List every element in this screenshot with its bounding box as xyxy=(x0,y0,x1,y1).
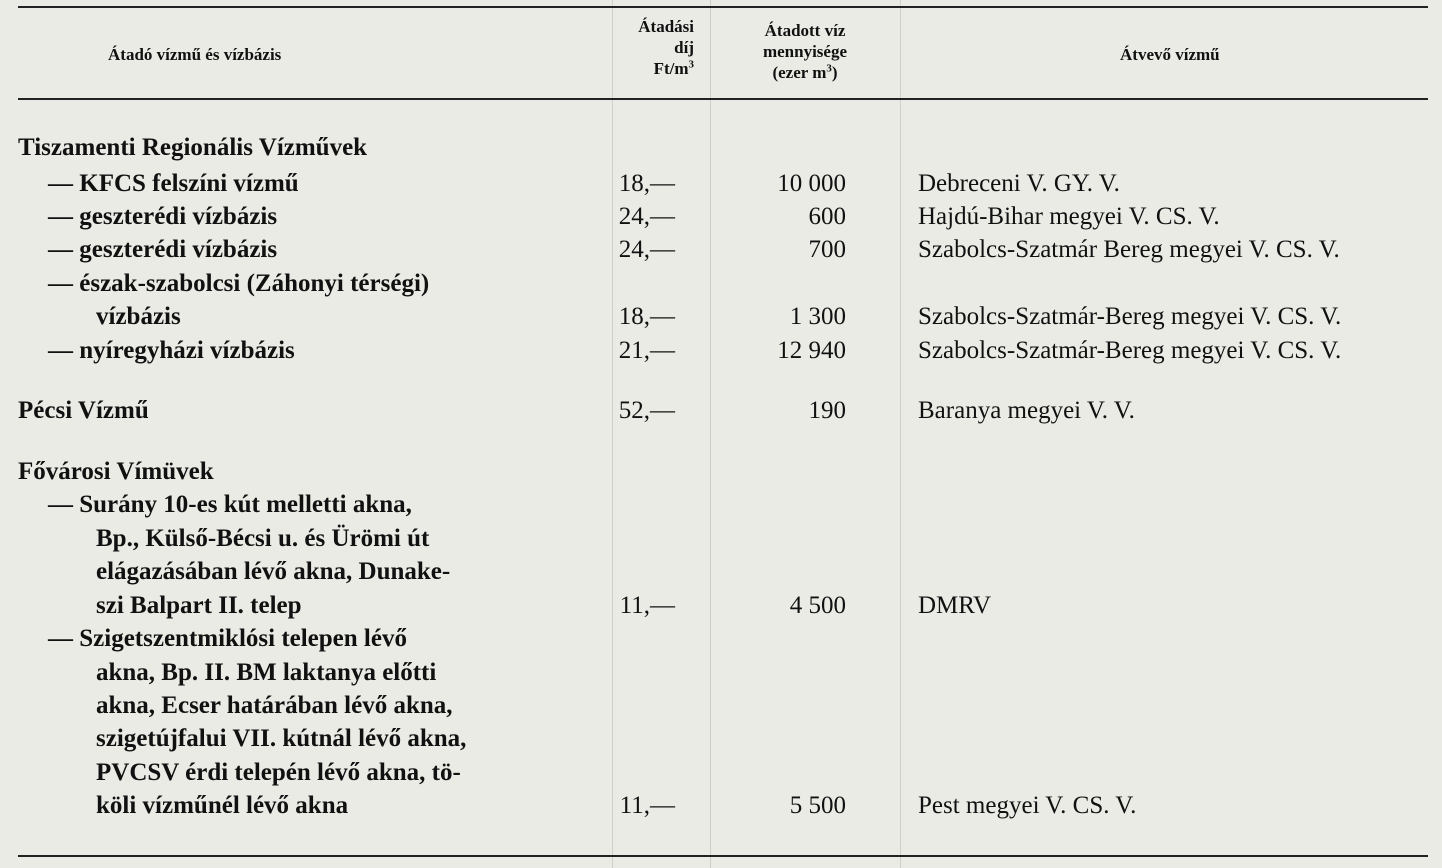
receiver-value: Szabolcs-Szatmár-Bereg megyei V. CS. V. xyxy=(918,303,1342,330)
receiver-value: Baranya megyei V. V. xyxy=(918,397,1135,424)
supplier-line: szi Balpart II. telep xyxy=(96,592,302,619)
column-divider xyxy=(900,0,901,868)
quantity-value: 12 940 xyxy=(777,337,846,364)
group-name: Fővárosi Vímüvek xyxy=(18,458,214,485)
bottom-rule xyxy=(18,855,1428,857)
header-quantity-line: mennyisége xyxy=(762,42,848,61)
header-quantity xyxy=(730,20,880,83)
receiver-value: Szabolcs-Szatmár-Bereg megyei V. CS. V. xyxy=(918,337,1342,364)
quantity-value: 600 xyxy=(808,203,846,230)
fee-value: 52,— xyxy=(618,397,675,424)
supplier-line: — geszterédi vízbázis xyxy=(48,236,278,263)
header-quantity-unit: (ezer $m^3$) xyxy=(772,62,838,82)
quantity-value: 190 xyxy=(808,397,846,424)
fee-value: 18,— xyxy=(618,303,675,330)
supplier-line: köli vízműnél lévő akna xyxy=(96,792,349,819)
header-receiver: Átvevő vízmű xyxy=(1120,45,1220,64)
supplier-line: — észak-szabolcsi (Záhonyi térségi) xyxy=(48,270,430,297)
quantity-value: 10 000 xyxy=(777,170,846,197)
fee-value: 11,— xyxy=(619,792,675,819)
supplier-line: Bp., Külső-Bécsi u. és Ürömi út xyxy=(96,525,430,552)
fee-value: 24,— xyxy=(618,203,675,230)
header-rule xyxy=(18,98,1428,100)
supplier-line: akna, Bp. II. BM laktanya előtti xyxy=(96,659,437,686)
supplier-line: — geszterédi vízbázis xyxy=(48,203,278,230)
fee-value: 21,— xyxy=(618,337,675,364)
column-divider xyxy=(612,0,613,868)
header-fee-line: díj xyxy=(674,38,694,57)
receiver-value: DMRV xyxy=(918,592,992,619)
quantity-value: 5 500 xyxy=(789,792,846,819)
quantity-value: 4 500 xyxy=(789,592,846,619)
group-name: Pécsi Vízmű xyxy=(18,397,149,424)
fee-value: 11,— xyxy=(619,592,675,619)
header-supplier: Átadó vízmű és vízbázis xyxy=(108,45,282,64)
receiver-value: Hajdú-Bihar megyei V. CS. V. xyxy=(918,203,1220,230)
fee-value: 24,— xyxy=(618,236,675,263)
top-rule xyxy=(18,6,1428,8)
receiver-value: Debreceni V. GY. V. xyxy=(918,170,1120,197)
supplier-line: vízbázis xyxy=(96,303,181,330)
header-fee-line: Átadási xyxy=(638,17,694,36)
quantity-value: 700 xyxy=(808,236,846,263)
supplier-line: akna, Ecser határában lévő akna, xyxy=(96,692,453,719)
supplier-line: — Szigetszentmiklósi telepen lévő xyxy=(48,625,407,652)
supplier-line: szigetújfalui VII. kútnál lévő akna, xyxy=(96,725,467,752)
supplier-line: — Surány 10-es kút melletti akna, xyxy=(48,491,412,518)
supplier-line: elágazásában lévő akna, Dunake- xyxy=(96,558,451,585)
receiver-value: Pest megyei V. CS. V. xyxy=(918,792,1137,819)
supplier-line: — KFCS felszíni vízmű xyxy=(48,170,299,197)
column-divider xyxy=(710,0,711,868)
supplier-line: PVCSV érdi telepén lévő akna, tö- xyxy=(96,759,461,786)
header-fee-unit: $Ft/m^3$ xyxy=(653,58,694,78)
header-quantity-line: Átadott víz xyxy=(764,21,846,40)
quantity-value: 1 300 xyxy=(789,303,846,330)
supplier-line: — nyíregyházi vízbázis xyxy=(48,337,295,364)
receiver-value: Szabolcs-Szatmár Bereg megyei V. CS. V. xyxy=(918,236,1340,263)
fee-value: 18,— xyxy=(618,170,675,197)
group-name: Tiszamenti Regionális Vízművek xyxy=(18,134,368,161)
header-fee xyxy=(590,16,694,79)
